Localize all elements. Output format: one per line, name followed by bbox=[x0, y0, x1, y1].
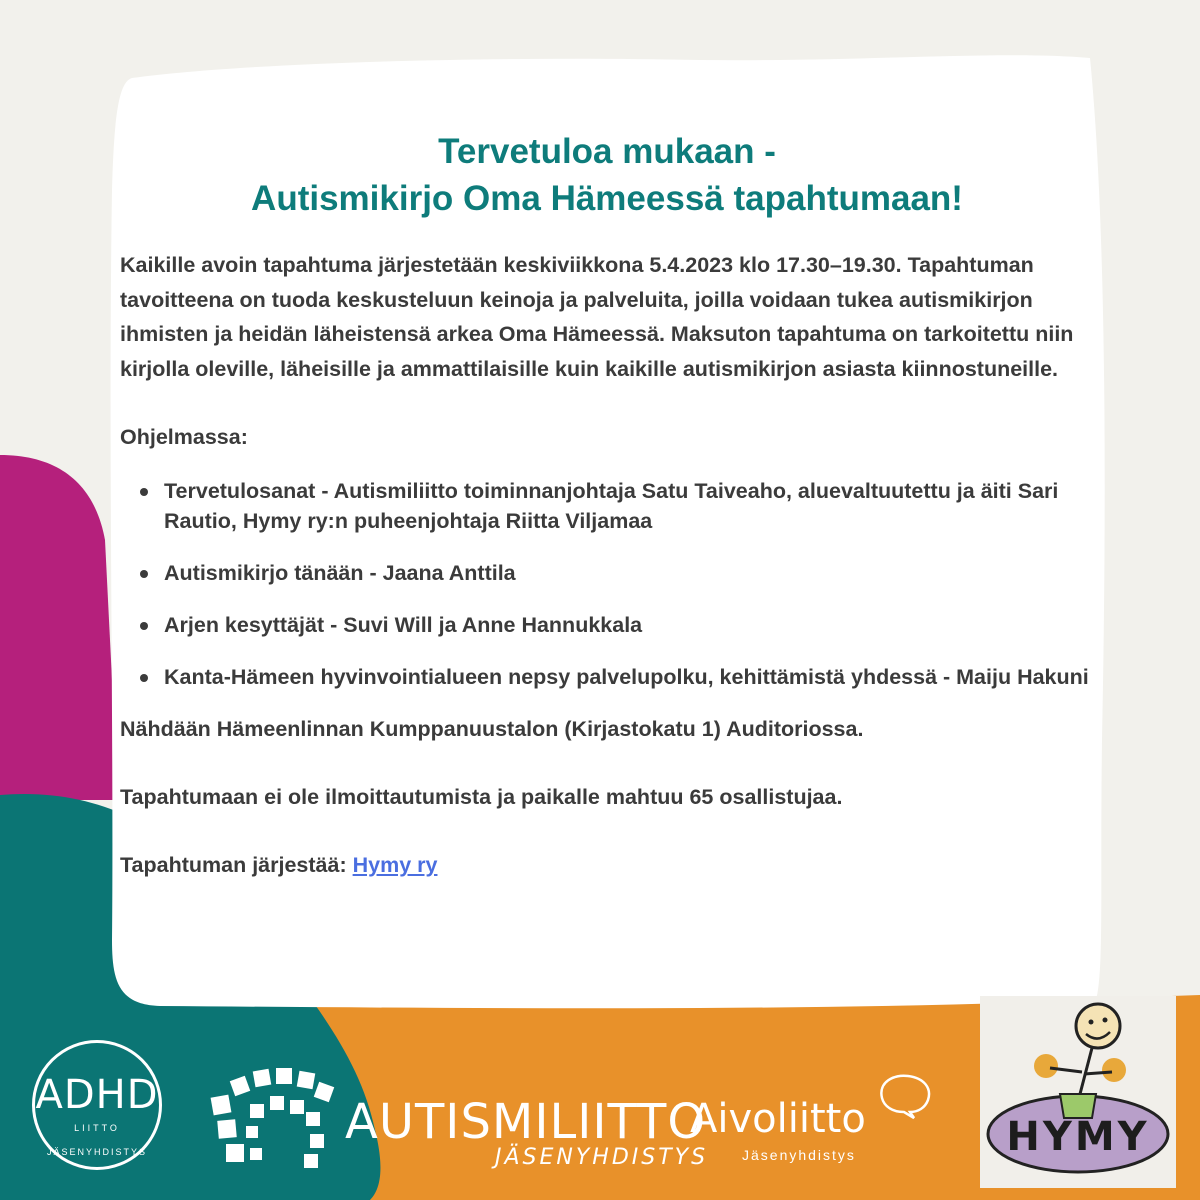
adhd-logo-text: ADHD bbox=[35, 1072, 159, 1118]
program-item: Autismikirjo tänään - Jaana Anttila bbox=[164, 558, 1100, 588]
organizer-label: Tapahtuman järjestää: bbox=[120, 853, 347, 878]
title-line-1: Tervetuloa mukaan - bbox=[438, 132, 776, 171]
adhd-liitto-logo[interactable] bbox=[32, 1040, 162, 1170]
aivoliitto-logo-text: Aivoliitto bbox=[690, 1096, 866, 1142]
program-list bbox=[120, 476, 1100, 692]
aivoliitto-logo-sub: Jäsenyhdistys bbox=[742, 1147, 856, 1163]
program-heading: Ohjelmassa: bbox=[120, 425, 248, 450]
speech-bubble-icon bbox=[870, 1070, 940, 1120]
program-item: Arjen kesyttäjät - Suvi Will ja Anne Hannukkala bbox=[164, 610, 1100, 640]
registration-text: Tapahtumaan ei ole ilmoittautumista ja paikalle mahtuu 65 osallistujaa. bbox=[120, 785, 843, 810]
title-line-2: Autismikirjo Oma Hämeessä tapahtumaan! bbox=[251, 179, 963, 218]
autismiliitto-mark-icon bbox=[210, 1068, 340, 1178]
program-item: Tervetulosanat - Autismiliitto toiminnanjohtaja Satu Taiveaho, aluevaltuutettu ja äiti Sari Rautio, Hymy ry:n puheenjohtaja Riitta Viljamaa bbox=[164, 476, 1100, 536]
hymy-logo-text: HYMY bbox=[1006, 1114, 1150, 1160]
autismiliitto-logo-text: AUTISMILIITTO bbox=[345, 1094, 707, 1150]
autismiliitto-logo-sub: JÄSENYHDISTYS bbox=[495, 1145, 709, 1170]
page-title bbox=[117, 128, 1097, 222]
organizer-line bbox=[120, 850, 1100, 880]
main-content bbox=[120, 128, 1100, 880]
adhd-logo-sub: LIITTO bbox=[74, 1123, 120, 1133]
organizer-link[interactable]: Hymy ry bbox=[352, 853, 438, 878]
adhd-logo-member: JÄSENYHDISTYS bbox=[46, 1147, 148, 1157]
program-item: Kanta-Hämeen hyvinvointialueen nepsy palvelupolku, kehittämistä yhdessä - Maiju Hakuni bbox=[164, 662, 1100, 692]
hymy-logo[interactable] bbox=[980, 996, 1176, 1188]
location-text: Nähdään Hämeenlinnan Kumppanuustalon (Kirjastokatu 1) Auditoriossa. bbox=[120, 717, 864, 742]
intro-paragraph: Kaikille avoin tapahtuma järjestetään keskiviikkona 5.4.2023 klo 17.30–19.30. Tapahtuman tavoitteena on tuoda keskusteluun keinoja ja palveluita, joilla voidaan tukea autismikirjon ihmisten ja heidän läheistensä arkea Oma Hämeessä. Maksuton tapahtuma on tarkoitettu niin kirjolla oleville, läheisille ja ammattilaisille kuin kaikille autismikirjon asiasta kiinnostuneille. bbox=[120, 253, 1074, 381]
